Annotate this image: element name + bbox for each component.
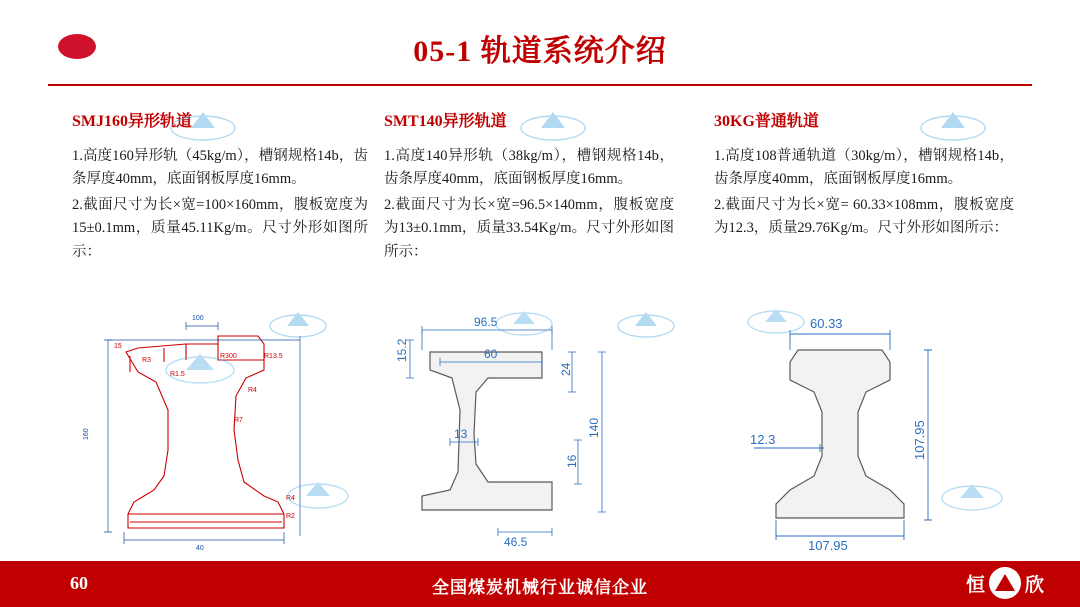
column-smt140 bbox=[384, 108, 674, 266]
dim-24: 24 bbox=[559, 362, 573, 376]
dim-13: 13 bbox=[454, 427, 468, 441]
column-1-line-2: 2.截面尺寸为长×宽=100×160mm，腹板宽度为15±0.1mm，质量45.11Kg/m。尺寸外形如图所示： bbox=[72, 196, 368, 260]
header-divider bbox=[48, 84, 1032, 86]
slide-footer bbox=[0, 561, 1080, 607]
dim-12-3: 12.3 bbox=[750, 432, 776, 447]
logo-text-right: 欣 bbox=[1024, 574, 1044, 596]
watermark-logo bbox=[748, 309, 1002, 510]
dim-60-33: 60.33 bbox=[810, 316, 843, 331]
page-number: 60 bbox=[70, 573, 88, 593]
dim-46-5: 46.5 bbox=[504, 535, 528, 549]
label-r7: R7 bbox=[234, 417, 243, 424]
drawing-smj160 bbox=[68, 300, 368, 550]
drawing-smt140 bbox=[392, 300, 672, 550]
label-r135: R13.5 bbox=[264, 353, 283, 360]
label-15: 15 bbox=[114, 343, 122, 350]
page-title: 05-1 轨道系统介绍 bbox=[413, 35, 667, 68]
dim-100: 100 bbox=[192, 315, 204, 322]
column-title-smt140: SMT140异形轨道 bbox=[384, 113, 507, 130]
column-body-smj160 bbox=[72, 145, 368, 264]
label-r300: R300 bbox=[220, 353, 237, 360]
footer-slogan: 全国煤炭机械行业诚信企业 bbox=[432, 578, 648, 597]
column-30kg bbox=[714, 108, 1014, 243]
dim-width-bottom: 40 bbox=[196, 545, 204, 550]
column-body-smt140 bbox=[384, 145, 674, 264]
dim-140: 140 bbox=[587, 417, 601, 438]
label-r4: R4 bbox=[248, 387, 257, 394]
drawing-30kg bbox=[714, 300, 1014, 550]
column-3-line-2: 2.截面尺寸为长×宽= 60.33×108mm，腹板宽度为12.3，质量29.76Kg/m。尺寸外形如图所示： bbox=[714, 196, 1014, 237]
column-2-line-2: 2.截面尺寸为长×宽=96.5×140mm，腹板宽度为13±0.1mm，质量33.54Kg/m。尺寸外形如图所示： bbox=[384, 196, 674, 260]
dim-96-5: 96.5 bbox=[474, 315, 498, 329]
dim-16: 16 bbox=[565, 454, 579, 468]
column-body-30kg bbox=[714, 145, 1014, 241]
label-r15: R1.5 bbox=[170, 371, 185, 378]
dim-160: 160 bbox=[83, 428, 90, 440]
label-r3: R3 bbox=[142, 357, 151, 364]
logo-mark-icon bbox=[989, 567, 1021, 599]
column-smj160 bbox=[72, 108, 368, 266]
label-r4b: R4 bbox=[286, 495, 295, 502]
column-3-line-1: 1.高度108普通轨道（30kg/m），槽钢规格14b，齿条厚度40mm，底面钢板厚度16mm。 bbox=[714, 148, 1014, 188]
dim-15-2: 15.2 bbox=[395, 338, 409, 362]
dim-60: 60 bbox=[484, 347, 498, 361]
company-logo bbox=[966, 567, 1044, 599]
logo-text-left: 恒 bbox=[965, 574, 985, 596]
watermark-logo bbox=[166, 354, 348, 508]
dim-107-95-bottom: 107.95 bbox=[808, 538, 848, 550]
column-title-smj160: SMJ160异形轨道 bbox=[72, 113, 193, 130]
dim-107-95-right: 107.95 bbox=[912, 420, 927, 460]
watermark-logo bbox=[496, 311, 552, 335]
column-title-30kg: 30KG普通轨道 bbox=[714, 113, 819, 130]
column-2-line-1: 1.高度140异形轨（38kg/m），槽钢规格14b，齿条厚度40mm，底面钢板厚度16mm。 bbox=[384, 148, 674, 188]
slide-header bbox=[0, 0, 1080, 88]
column-1-line-1: 1.高度160异形轨（45kg/m），槽钢规格14b，齿条厚度40mm，底面钢板厚度16mm。 bbox=[72, 148, 368, 188]
label-r2: R2 bbox=[286, 513, 295, 520]
